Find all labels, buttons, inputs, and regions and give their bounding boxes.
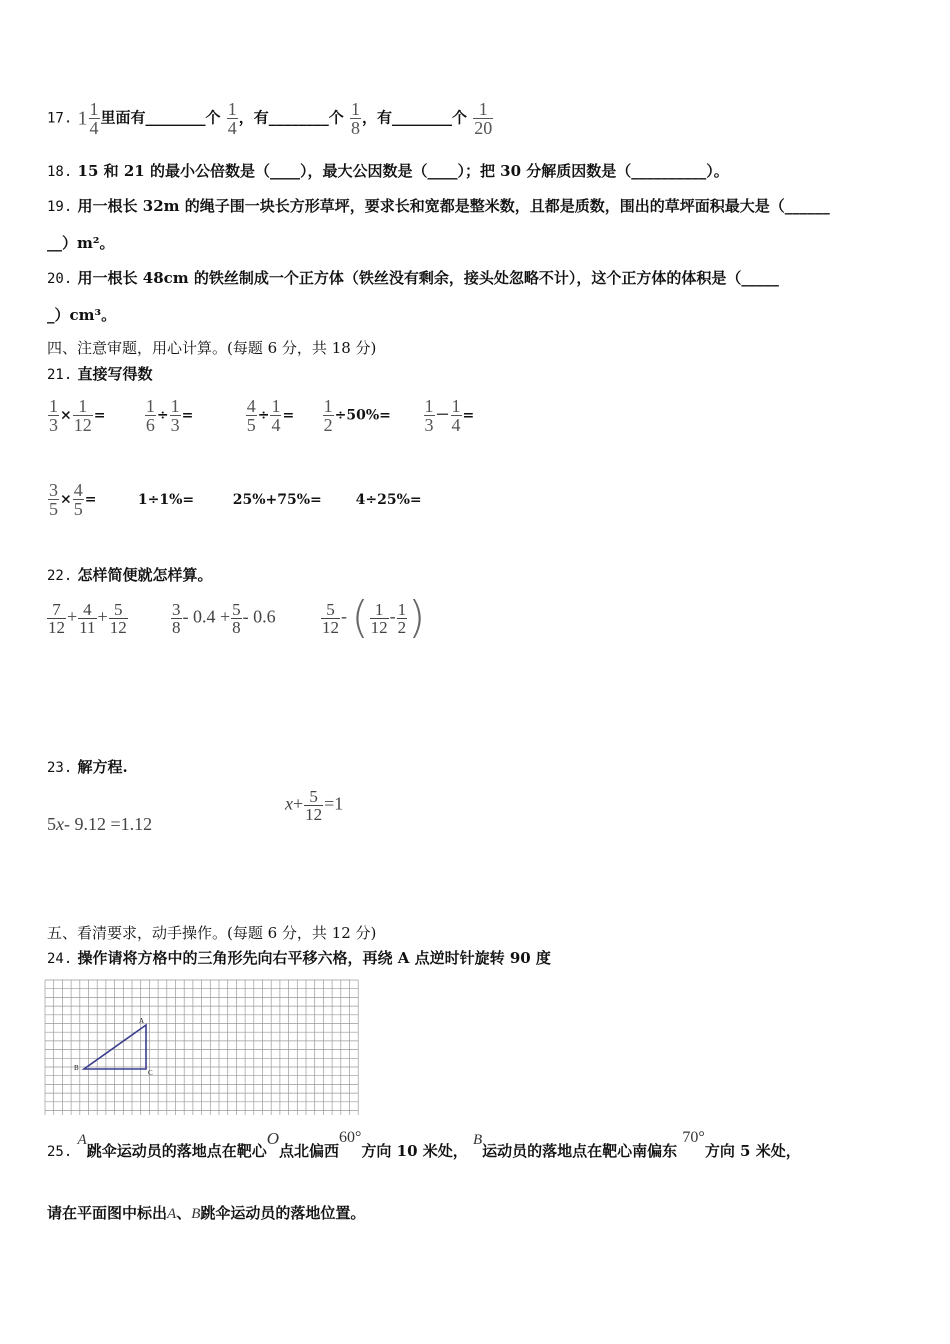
right-parenthesis: ) [408, 592, 426, 643]
question-text: 用一根长 48cm 的铁丝制成一个正方体（铁丝没有剩余，接头处忽略不计），这个正方体的体积是（_____ [77, 269, 779, 287]
operator: + [67, 606, 78, 627]
fraction: $\frac{5}{8}$ [232, 600, 241, 637]
question-25-continued [47, 1203, 365, 1224]
question-text: 点北偏西 [279, 1142, 340, 1160]
question-19 [47, 196, 830, 217]
label-b: B [74, 1064, 79, 1072]
q22-expression-3 [320, 592, 426, 643]
question-text: 请在平面图中标出 [47, 1204, 168, 1222]
question-23 [47, 757, 128, 778]
question-text: 跳伞运动员的落地点在靶心 [86, 1142, 267, 1160]
fraction: $\frac{3}{8}$ [172, 600, 181, 637]
operator: - [341, 606, 347, 627]
operator: ÷ [257, 407, 270, 424]
question-number: 25. [47, 1144, 73, 1160]
point-a-symbol: A [167, 1206, 177, 1222]
expression-text: - 0.4 + [182, 606, 231, 627]
fraction: $\frac{5}{12}$ [322, 599, 339, 637]
fraction: $\frac{1}{4}$ [271, 396, 281, 435]
variable: x [285, 793, 293, 814]
question-text: 操作请将方格中的三角形先向右平移六格，再绕 A 点逆时针旋转 90 度 [77, 949, 551, 967]
equals: = [462, 407, 475, 424]
question-text: 运动员的落地点在靶心南偏东 [482, 1142, 678, 1160]
fraction: $\frac{1}{8}$ [351, 99, 361, 138]
question-title: 解方程. [77, 758, 128, 776]
operator: × [60, 491, 72, 508]
expression: 1÷1%= [137, 491, 195, 508]
q23-equation-2 [285, 788, 343, 823]
q21-row-1 [47, 397, 474, 434]
operator: + [293, 793, 304, 814]
fraction: $\frac{1}{4}$ [89, 99, 99, 138]
fraction: $\frac{1}{12}$ [73, 396, 92, 435]
fraction: $\frac{1}{12}$ [370, 599, 388, 637]
expression: 4÷25%= [355, 491, 422, 508]
fraction: $\frac{1}{3}$ [170, 396, 180, 435]
section-heading: 四、注意审题，用心计算。(每题 6 分，共 18 分) [47, 339, 377, 357]
equals: = [181, 407, 194, 424]
question-text: ，有________个 [362, 108, 468, 127]
point-b-symbol: B [191, 1206, 201, 1222]
question-number: 22. [47, 568, 73, 584]
fraction: $\frac{1}{6}$ [145, 396, 155, 435]
expression [245, 397, 317, 434]
expression-text: - 0.6 [242, 606, 276, 627]
question-title: 直接写得数 [77, 365, 153, 383]
question-20 [47, 268, 779, 289]
section-5-title [47, 923, 376, 943]
fraction: $\frac{1}{4}$ [227, 99, 237, 138]
equals: = [282, 407, 295, 424]
expression-tail: ÷50%= [334, 407, 391, 424]
separator: 、 [176, 1204, 192, 1222]
point-a-symbol: A [77, 1132, 87, 1148]
fraction: $\frac{5}{12}$ [305, 787, 323, 824]
fraction: $\frac{3}{5}$ [49, 480, 58, 519]
triangle [84, 1025, 146, 1069]
fraction: $\frac{4}{5}$ [73, 480, 83, 519]
question-number: 23. [47, 760, 73, 776]
expression: 25%+75%= [232, 491, 322, 508]
question-text: 方向 10 米处， [361, 1142, 468, 1160]
fraction: $\frac{4}{11}$ [79, 600, 96, 637]
question-24 [47, 948, 551, 969]
question-19-continued [47, 233, 114, 253]
fraction: $\frac{1}{2}$ [397, 599, 407, 637]
question-18 [47, 161, 729, 182]
expression [144, 397, 240, 434]
q23-equation-1 [47, 814, 152, 835]
equals: = [93, 407, 106, 424]
fraction: $\frac{5}{12}$ [109, 600, 127, 637]
question-text: 里面有________个 [100, 108, 221, 127]
question-text: __）m²。 [47, 234, 115, 252]
question-number: 19. [47, 199, 73, 215]
operator: － [435, 407, 450, 424]
left-parenthesis: ( [351, 592, 369, 643]
variable: x [56, 814, 64, 834]
label-c: C [148, 1069, 153, 1077]
section-heading: 五、看清要求，动手操作。(每题 6 分，共 12 分) [47, 924, 377, 942]
question-17 [47, 100, 494, 137]
grid-diagram [44, 979, 360, 1117]
expression [47, 481, 133, 518]
equals: = [84, 491, 97, 508]
fraction: $\frac{1}{3}$ [424, 396, 434, 435]
fraction: $\frac{7}{12}$ [48, 600, 65, 637]
question-20-continued [47, 305, 116, 325]
question-text: 跳伞运动员的落地位置。 [200, 1204, 366, 1222]
mixed-number-whole: 1 [77, 107, 88, 130]
question-text: ，有________个 [238, 108, 344, 127]
coefficient: 5 [47, 814, 56, 834]
equation-text: - 9.12 =1.12 [64, 814, 153, 834]
question-text: 方向 5 米处， [704, 1142, 801, 1160]
q22-expression-1 [46, 601, 129, 636]
angle-70: 70° [682, 1129, 705, 1146]
operator: - [389, 606, 396, 627]
question-number: 21. [47, 367, 73, 383]
question-number: 24. [47, 951, 73, 967]
fraction: $\frac{1}{2}$ [323, 396, 333, 435]
expression [322, 397, 418, 434]
question-text: 用一根长 32m 的绳子围一块长方形草坪，要求长和宽都是整米数，且都是质数，围出的草坪面积最大是（______ [77, 197, 830, 215]
grid-lines [45, 980, 358, 1115]
operator: + [97, 606, 108, 627]
question-21 [47, 364, 153, 385]
equation-text: =1 [324, 793, 344, 814]
label-a: A [139, 1017, 145, 1025]
operator: ÷ [156, 407, 169, 424]
point-o-symbol: O [266, 1129, 279, 1148]
operator: × [60, 407, 72, 424]
angle-60: 60° [339, 1129, 362, 1146]
fraction: $\frac{1}{3}$ [49, 396, 58, 435]
q22-expression-2 [170, 601, 276, 636]
point-b-symbol: B [472, 1132, 483, 1148]
question-25 [47, 1129, 801, 1181]
question-number: 17. [47, 110, 73, 127]
expression [423, 397, 475, 434]
fraction: $\frac{1}{20}$ [474, 99, 493, 138]
q21-row-2 [47, 481, 422, 518]
expression [47, 397, 139, 434]
fraction: $\frac{1}{4}$ [451, 396, 461, 435]
question-22 [47, 565, 213, 586]
question-number: 18. [47, 164, 73, 180]
section-4-title [47, 338, 376, 358]
question-number: 20. [47, 271, 73, 287]
fraction: $\frac{4}{5}$ [246, 396, 256, 435]
question-text: 15 和 21 的最小公倍数是（____），最大公因数是（____）；把 30 分解质因数是（__________）。 [77, 162, 729, 180]
question-text: _）cm³。 [47, 306, 117, 324]
question-title: 怎样简便就怎样算。 [77, 566, 213, 584]
